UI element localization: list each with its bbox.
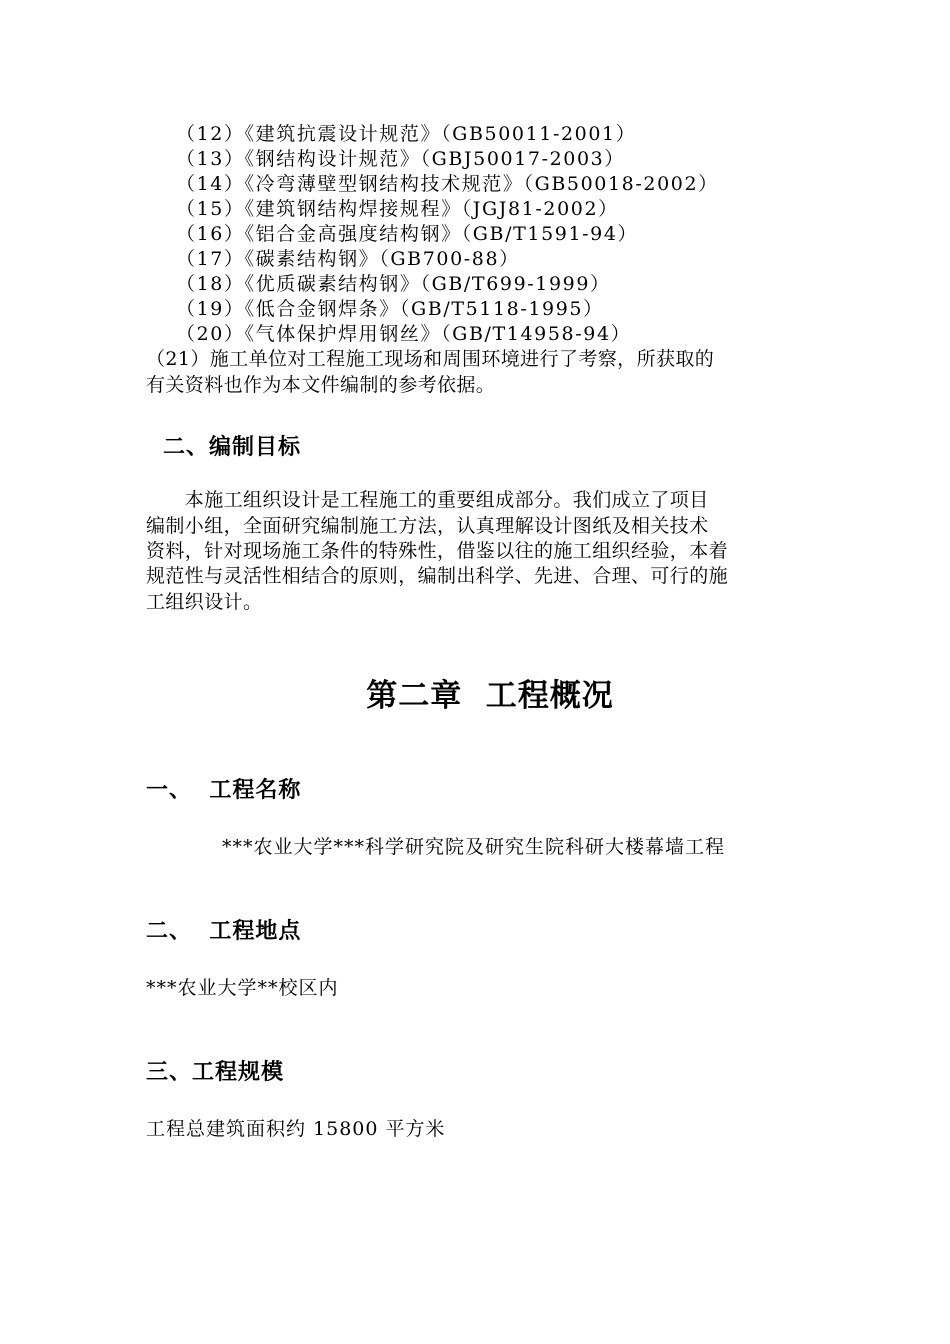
reference-item-16: （16）《铝合金高强度结构钢》（GB/T1591-94） <box>176 223 639 245</box>
reference-item-13: （13）《钢结构设计规范》（GBJ50017-2003） <box>176 148 625 170</box>
reference-item-20: （20）《气体保护焊用钢丝》（GB/T14958-94） <box>176 323 632 345</box>
reference-item-15: （15）《建筑钢结构焊接规程》（JGJ81-2002） <box>176 198 619 220</box>
reference-item-14: （14）《冷弯薄壁型钢结构技术规范》（GB50018-2002） <box>176 173 719 195</box>
reference-item-17: （17）《碳素结构钢》（GB700-88） <box>176 248 520 270</box>
reference-item-18: （18）《优质碳素结构钢》（GB/T699-1999） <box>176 273 611 295</box>
goal-paragraph-line1: 本施工组织设计是工程施工的重要组成部分。我们成立了项目 <box>146 489 709 511</box>
goal-paragraph-line4: 规范性与灵活性相结合的原则，编制出科学、先进、合理、可行的施 <box>146 565 729 587</box>
project-name-text: ***农业大学***科学研究院及研究生院科研大楼幕墙工程 <box>222 836 726 858</box>
reference-item-21-line1: （21）施工单位对工程施工现场和周围环境进行了考察，所获取的 <box>146 348 715 370</box>
section-heading-project-location: 二、 工程地点 <box>146 919 302 944</box>
section-heading-project-scale: 三、工程规模 <box>146 1060 285 1085</box>
project-location-text: ***农业大学**校区内 <box>146 977 339 999</box>
reference-item-21-line2: 有关资料也作为本文件编制的参考依据。 <box>146 374 496 396</box>
goal-paragraph-line5: 工组织设计。 <box>146 591 263 613</box>
goal-paragraph-line2: 编制小组，全面研究编制施工方法，认真理解设计图纸及相关技术 <box>146 515 709 537</box>
chapter-title: 第二章 工程概况 <box>366 678 614 714</box>
goal-paragraph-line3: 资料，针对现场施工条件的特殊性，借鉴以往的施工组织经验，本着 <box>146 540 729 562</box>
reference-item-12: （12）《建筑抗震设计规范》（GB50011-2001） <box>176 123 637 145</box>
section-heading-goal: 二、编制目标 <box>163 435 302 460</box>
reference-item-19: （19）《低合金钢焊条》（GB/T5118-1995） <box>176 298 604 320</box>
project-scale-text: 工程总建筑面积约 15800 平方米 <box>146 1118 446 1140</box>
section-heading-project-name: 一、 工程名称 <box>146 778 302 803</box>
